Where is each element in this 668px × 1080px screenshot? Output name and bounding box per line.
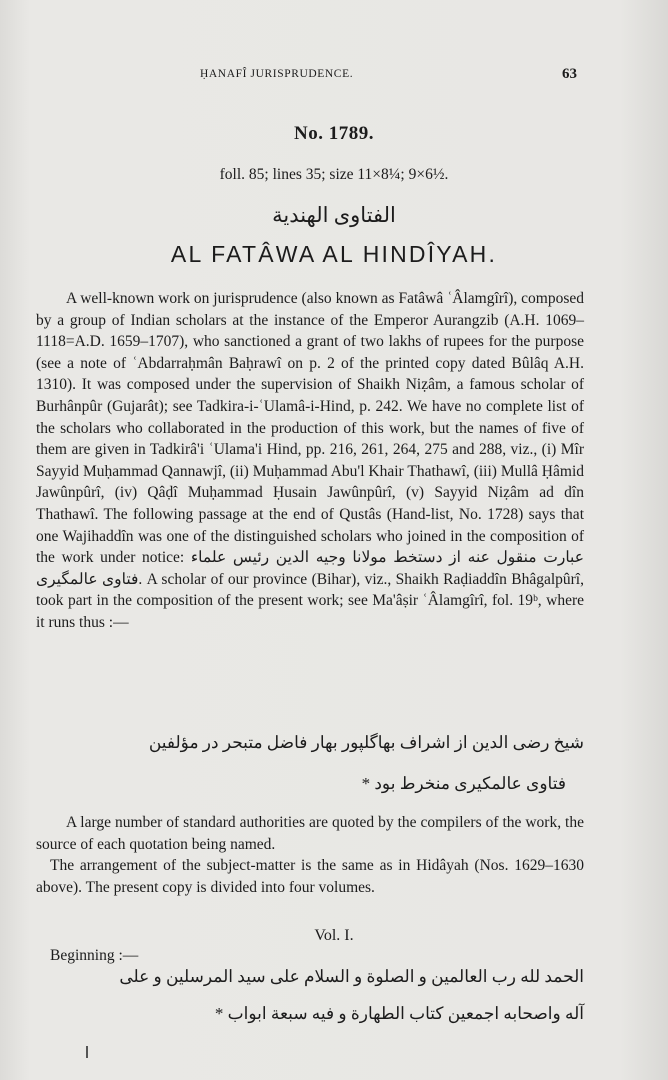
authorities-paragraph: A large number of standard authorities are quoted by the compilers of the work, the source of each quotation being named. [36, 814, 584, 853]
arabic-title: الفتاوى الهندية [272, 203, 396, 227]
arabic-beginning-line: آله واصحابه اجمعين كتاب الطهارة و فيه سبعة ابواب * [214, 1004, 584, 1023]
running-head: ḤANAFÎ JURISPRUDENCE. [200, 68, 354, 80]
arabic-quote-line: فتاوی عالمکیری منخرط بود * [361, 774, 566, 793]
arabic-quote-line: شیخ رضی الدین از اشراف بهاگلپور بهار فاضل متبحر در مؤلفین [148, 733, 584, 752]
page-header [0, 66, 668, 86]
arabic-beginning-line: الحمد لله رب العالمين و الصلوة و السلام على سيد المرسلين و على [119, 967, 584, 986]
beginning-label: Beginning :— [50, 947, 139, 964]
page-number: 63 [562, 66, 577, 82]
volume-heading: Vol. I. [314, 927, 354, 944]
arrangement-paragraph: The arrangement of the subject-matter is the same as in Hidâyah (Nos. 1629–1630 above). The present copy is divided into four volumes. [36, 857, 584, 896]
description-paragraph: A well-known work on jurisprudence (also known as Fatâwâ ʿÂlamgîrî), composed by a group of Indian scholars at the instance of the Emperor Aurangzib (A.H. 1069–1118=A.D. 1659–1707), who sanctioned a grant of two lakhs of rupees for the purpose (see a note of ʿAbdarraḥmân Baḥrawî on p. 2 of the printed copy dated Bûlâq A.H. 1310). It was composed under the supervision of Shaikh Niẓâm, a famous scholar of Burhânpûr (Gujarât); see Tadkira-i-ʿUlamâ-i-Hind, p. 242. We have no complete list of the scholars who collaborated in the production of this work, but the names of five of them are given in Tadkirâ'i ʿUlama'i Hind, pp. 216, 261, 264, 275 and 288, viz., (i) Mîr Sayyid Muḥammad Qannawjî, (ii) Muḥammad Abu'l Khair Thathawî, (iii) Mullâ Ḥâmid Jawûnpûrî, (iv) Qâḍî Muḥammad Ḥusain Jawûnpûrî, (v) Sayyid Niẓâm ad dîn Thathawî. The following passage at the end of Qustâs (Hand-list, No. 1728) says that one Wajihaddîn was one of the distinguished scholars who joined in the composition of the work under notice: عبارت منقول عنه از دستخط مولانا وجیه الدین رئیس علماء فتاوی عالمگیری. A scholar of our province (Bihar), viz., Shaikh Raḍiaddîn Bhâgalpûrî, took part in the composition of the present work; see Ma'âṣir ʿÂlamgîrî, fol. 19ᵇ, where it runs thus :— [36, 290, 584, 631]
work-title: AL FATÂWA AL HINDÎYAH. [170, 241, 498, 267]
manuscript-description: foll. 85; lines 35; size 11×8¼; 9×6½. [219, 166, 449, 183]
margin-mark [86, 1046, 88, 1058]
record-number: No. 1789. [294, 123, 374, 144]
